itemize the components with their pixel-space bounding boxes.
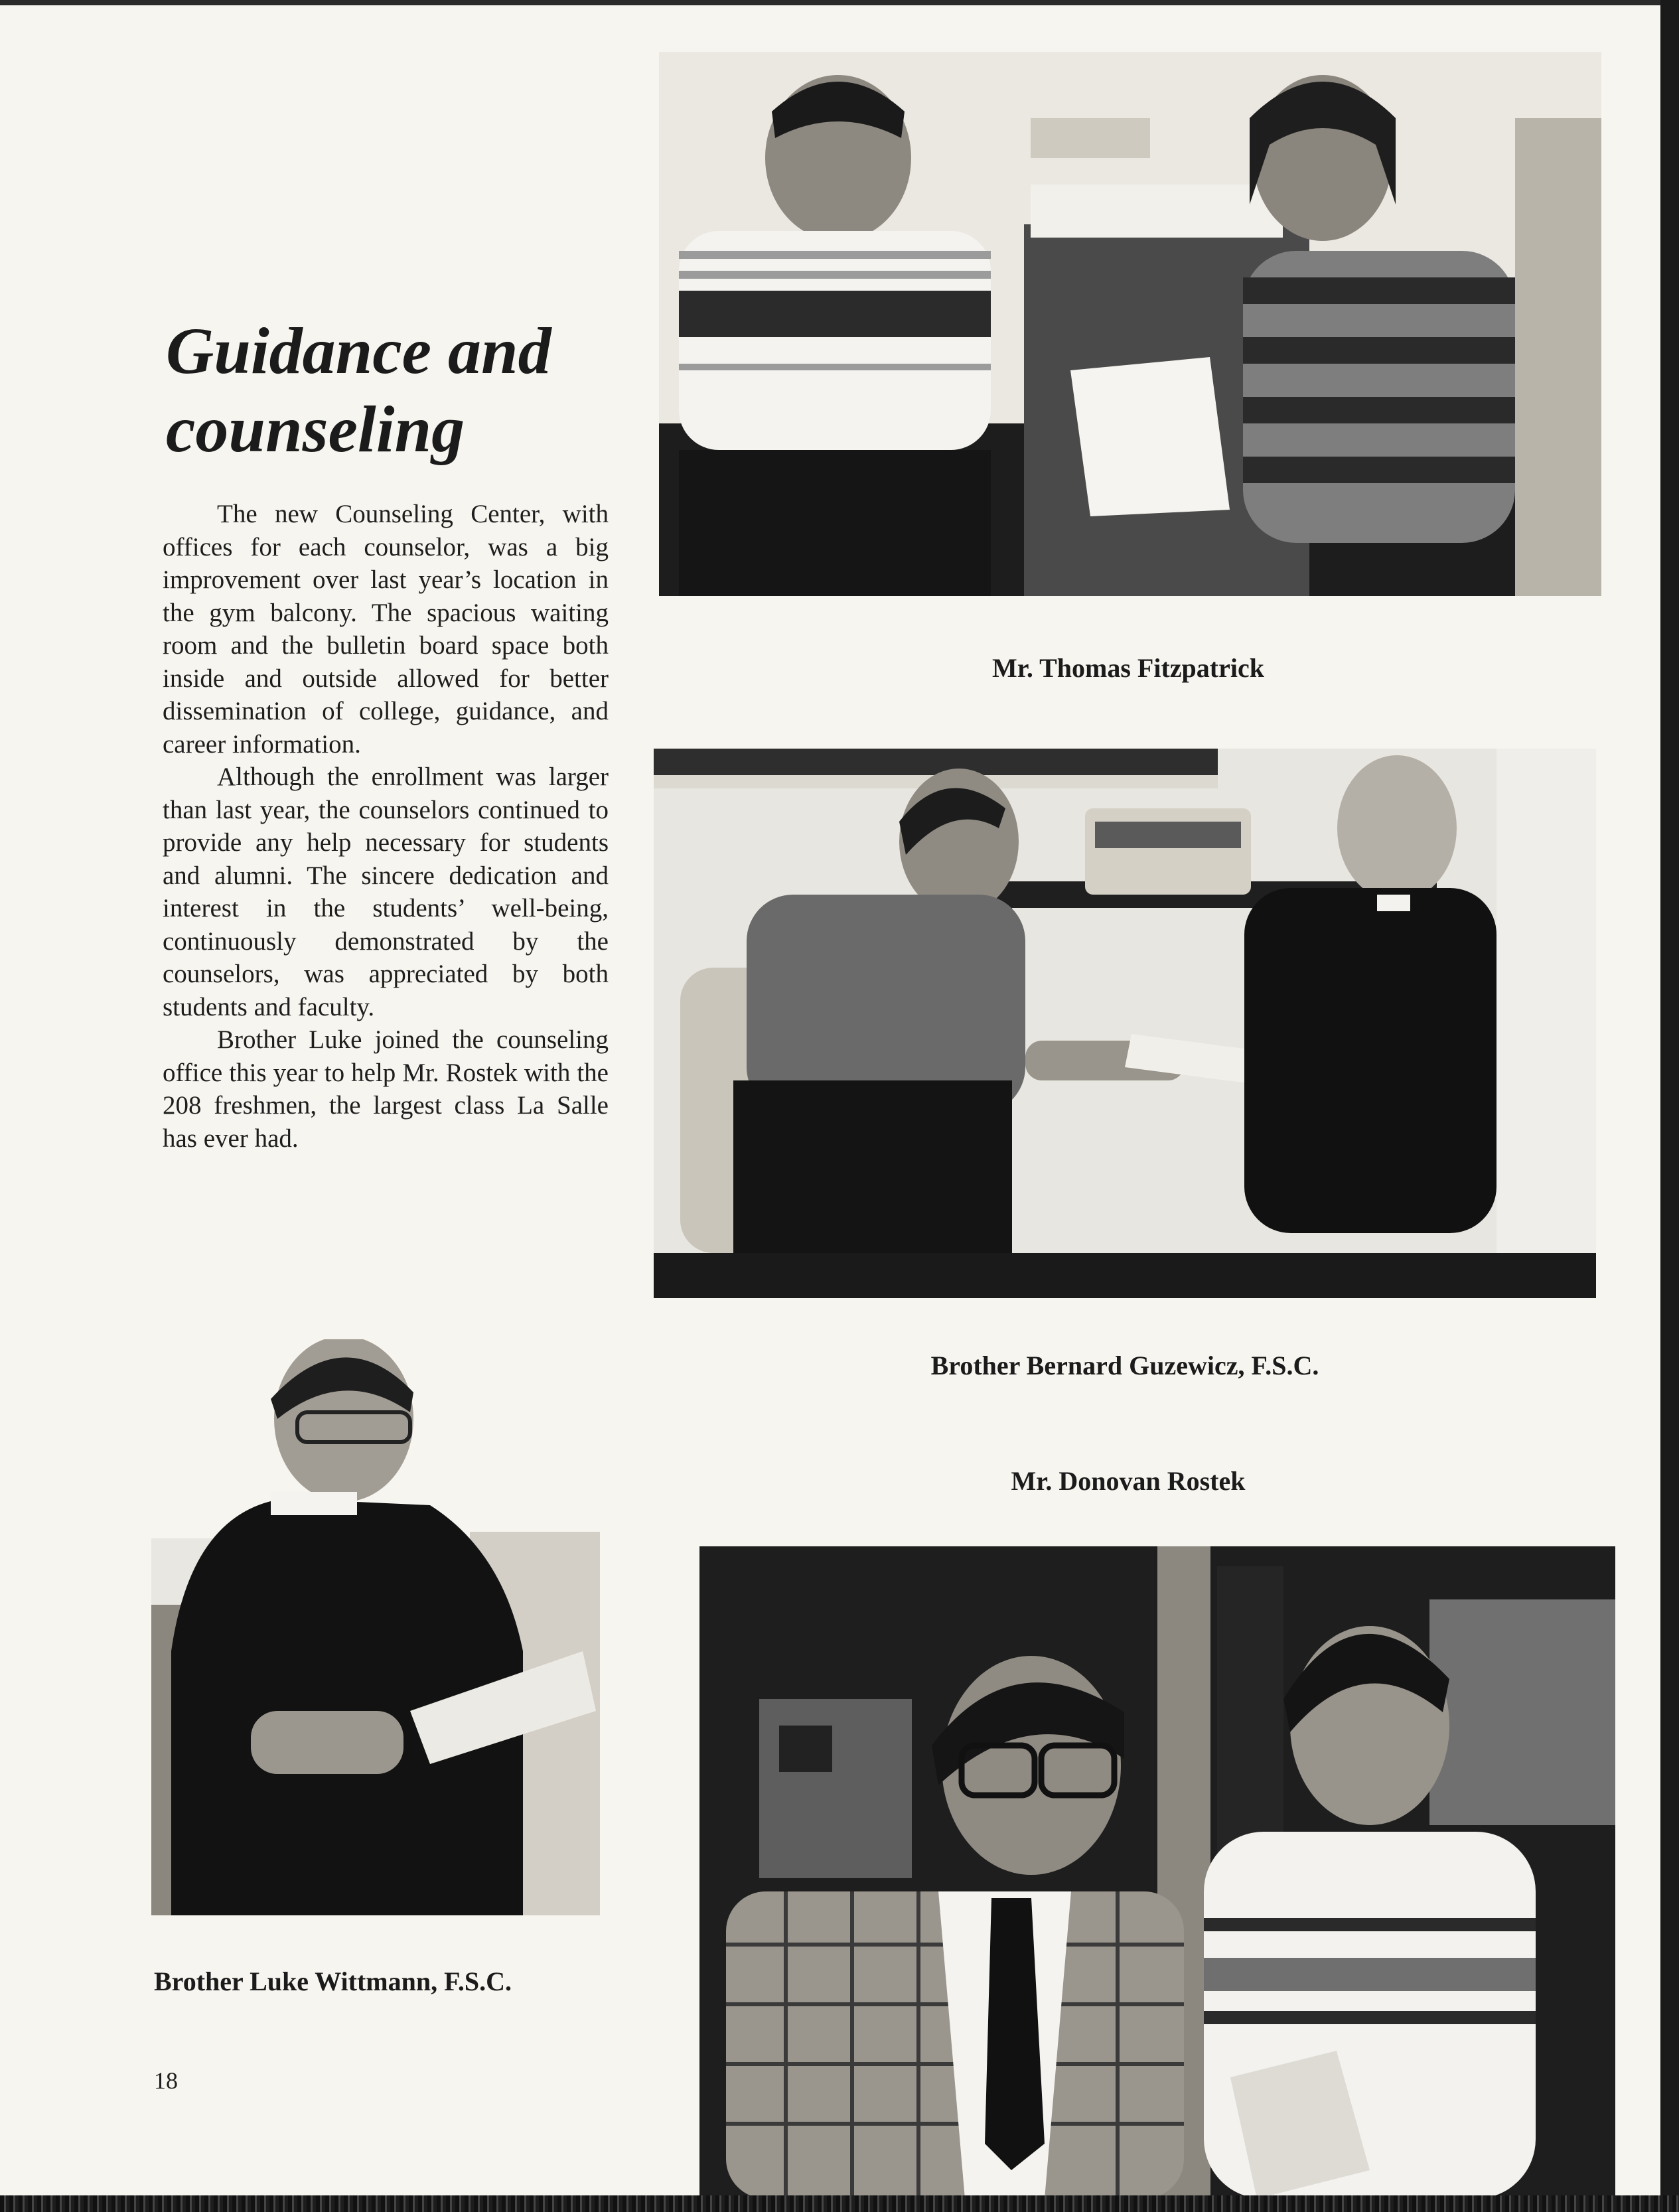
title-line-2: counseling bbox=[166, 392, 465, 466]
paragraph-2: Although the enrollment was larger than last year, the counselors continued to provide any help necessary for students and alumni. The sincere dedication and interest in the students’ well-being, continuously demonstrated by the counselors, was appreciated by both students and faculty. bbox=[163, 763, 609, 1021]
scan-edge-right bbox=[1660, 0, 1679, 2212]
paragraph-1: The new Counseling Center, with offices for each counselor, was a big improvement over last year’s location in the gym balcony. The spacious waiting room and the bulletin board space both inside and outside allowed for better dissemination of college, guidance, and career information. bbox=[163, 500, 609, 759]
caption-rostek: Mr. Donovan Rostek bbox=[1011, 1466, 1246, 1496]
caption-guzewicz: Brother Bernard Guzewicz, F.S.C. bbox=[930, 1351, 1319, 1380]
caption-fitzpatrick: Mr. Thomas Fitzpatrick bbox=[992, 653, 1264, 683]
photo-fitzpatrick bbox=[659, 52, 1601, 596]
page-title bbox=[166, 312, 657, 469]
article-body bbox=[163, 498, 609, 1155]
photo-wittmann bbox=[151, 1339, 600, 1915]
yearbook-page bbox=[0, 5, 1660, 2199]
title-line-1: Guidance and bbox=[166, 314, 551, 388]
photo-guzewicz bbox=[654, 749, 1596, 1298]
paragraph-3: Brother Luke joined the counseling office this year to help Mr. Rostek with the 208 freshmen, the largest class La Salle has ever had. bbox=[163, 1025, 609, 1153]
photo-rostek bbox=[699, 1546, 1615, 2199]
page-number: 18 bbox=[154, 2067, 178, 2094]
caption-wittmann: Brother Luke Wittmann, F.S.C. bbox=[154, 1966, 512, 1996]
scan-edge-bottom bbox=[0, 2195, 1679, 2212]
